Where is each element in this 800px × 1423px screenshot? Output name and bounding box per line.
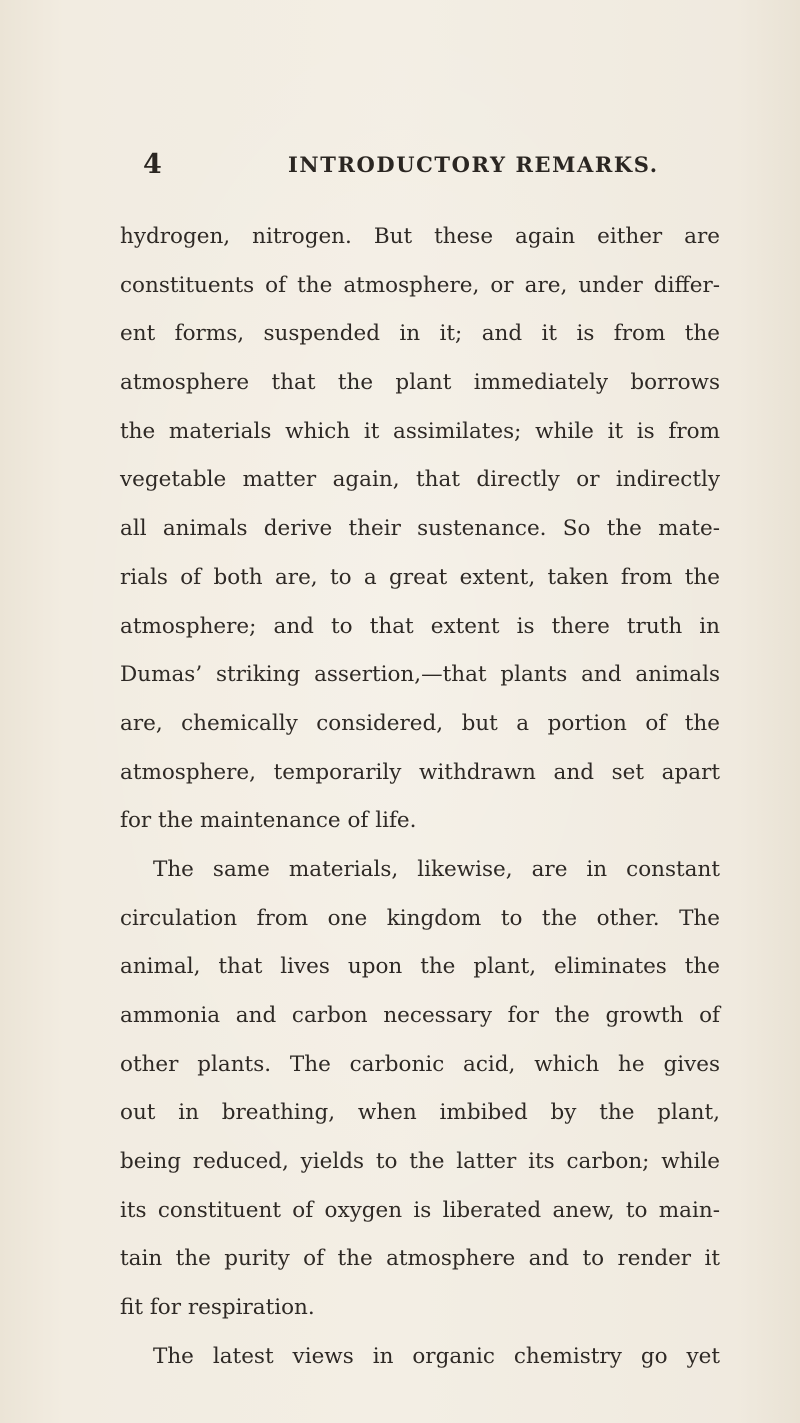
text-line: circulation from one kingdom to the other. The bbox=[120, 905, 720, 931]
text-line: fit for respiration. bbox=[120, 1295, 315, 1321]
body-text bbox=[120, 213, 720, 1382]
text-line: are, chemically considered, but a portion of the bbox=[120, 710, 720, 736]
text-line: hydrogen, nitrogen. But these again either are bbox=[120, 224, 720, 249]
text-line: all animals derive their sustenance. So the mate- bbox=[120, 516, 720, 542]
text-line: for the maintenance of life. bbox=[120, 808, 417, 834]
text-line: other plants. The carbonic acid, which he gives bbox=[120, 1051, 720, 1077]
page-number: 4 bbox=[143, 149, 162, 180]
text-line: atmosphere, temporarily withdrawn and set apart bbox=[120, 759, 720, 785]
text-line: out in breathing, when imbibed by the plant, bbox=[120, 1100, 720, 1126]
text-line: the materials which it assimilates; while it is from bbox=[120, 418, 720, 444]
text-line: atmosphere; and to that extent is there truth in bbox=[120, 613, 720, 639]
paragraph-start-line: The latest views in organic chemistry go yet bbox=[153, 1343, 720, 1369]
text-line: ent forms, suspended in it; and it is from the bbox=[120, 321, 720, 347]
text-line: ammonia and carbon necessary for the growth of bbox=[120, 1003, 720, 1028]
page-header bbox=[0, 145, 800, 185]
text-line: its constituent of oxygen is liberated anew, to main- bbox=[120, 1197, 720, 1223]
text-line: vegetable matter again, that directly or indirectly bbox=[120, 467, 720, 493]
text-line: Dumas’ striking assertion,—that plants and animals bbox=[120, 662, 720, 688]
running-head: INTRODUCTORY REMARKS. bbox=[288, 152, 659, 177]
text-line: being reduced, yields to the latter its carbon; while bbox=[120, 1149, 720, 1175]
text-line: rials of both are, to a great extent, taken from the bbox=[120, 564, 720, 590]
text-line: animal, that lives upon the plant, eliminates the bbox=[120, 954, 720, 980]
text-line: atmosphere that the plant immediately borrows bbox=[120, 370, 720, 396]
text-line: constituents of the atmosphere, or are, under differ- bbox=[120, 272, 720, 298]
text-line: tain the purity of the atmosphere and to render it bbox=[120, 1246, 720, 1272]
paragraph-start-line: The same materials, likewise, are in constant bbox=[153, 856, 720, 882]
